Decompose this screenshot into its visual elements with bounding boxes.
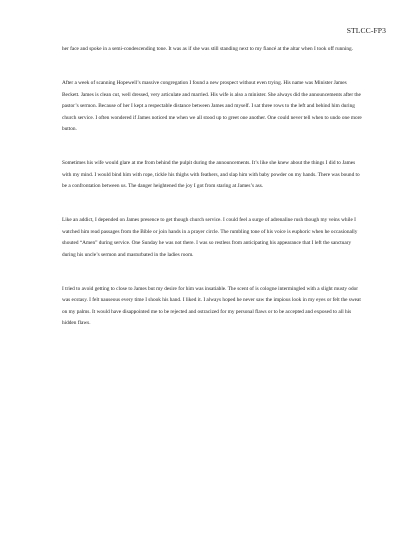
paragraph-5: I tried to avoid getting to close to James but my desire for him was insatiable. The scent of is cologne intermingled with a slight musty odor was ecstasy. I felt nauseous every time I shook his hand. I liked it. I always hoped he never saw the impious look in my eyes or felt the sweat on my palms. It would have disappointed me to be rejected and ostracized for my personal flaws or to be accepted and exposed to all his hidden flaws. [62,285,361,326]
paragraph-3: Sometimes his wife would glare at me from behind the pulpit during the announcements. It’s like she knew about the things I did to James with my mind. I would bind him with rope, tickle his thighs with feathers, and slap him with baby powder on my hands. There was bound to be a confrontation between us. The danger heightened the joy I got from staring at James’s ass. [62,160,360,189]
page-header-label: STLCC-FP3 [346,26,386,35]
paragraph-4: Like an addict, I depended on James presence to get though church service. I could feel a surge of adrenaline rush though my veins while I watched him read passages from the Bible or join hands in a prayer circle. The rumbling tone of his voice is euphoric when he occasionally shouted “Amen” during service. One Sunday he was not there. I was so restless from anticipating his appearance that I left the sanctuary during his uncle’s sermon and masturbated in the ladies room. [62,217,358,258]
paragraph-1: her face and spoke in a semi-condescending tone. It was as if she was still standing next to my fiancé at the altar when I took off running. [62,46,354,52]
document-body [62,44,364,352]
paragraph-2: After a week of scanning Hopewell’s massive congregation I found a new prospect without even trying. His name was Minister James Beckett. James is clean cut, well dressed, very articulate and married. His wife is also a minister. She always did the announcements after the pastor’s sermon. Because of her I kept a respectable distance between James and myself. I sat three rows to the left and behind him during church service. I often wondered if James noticed me when we all stood up to greet one another. One could never tell when to undo one more button. [62,80,362,132]
